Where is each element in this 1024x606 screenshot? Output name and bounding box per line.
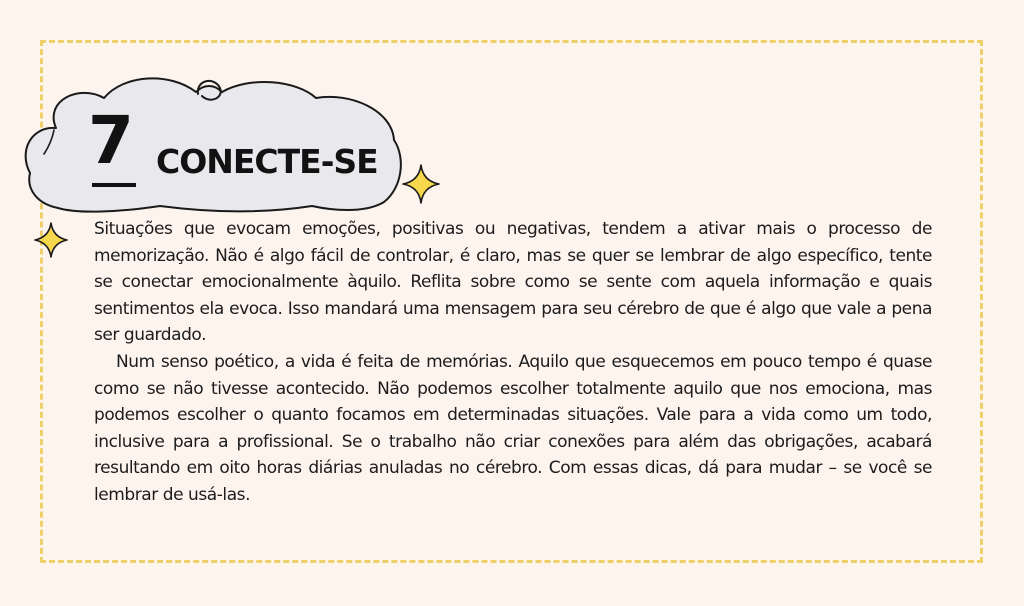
section-number: 7	[88, 102, 134, 179]
paragraph-1: Situações que evocam emoções, positivas ou negativas, tendem a ativar mais o processo de memorização. Não é algo fácil de controlar, é claro, mas se quer se lembrar de algo específico, tente se conectar emocionalmente àquilo. Reflita sobre como se sente com aquela informação e quais sentimentos ela evoca. Isso mandará uma mensagem para seu cérebro de que é algo que vale a pena ser guardado.	[94, 219, 932, 346]
number-underline	[92, 183, 136, 187]
article-body	[94, 216, 932, 509]
sparkle-icon	[402, 164, 440, 204]
paragraph-2: Num senso poético, a vida é feita de memórias. Aquilo que esquecemos em pouco tempo é quase como se não tivesse acontecido. Não podemos escolher totalmente aquilo que nos emociona, mas podemos escolher o quanto focamos em determinadas situações. Vale para a vida como um todo, inclusive para a profissional. Se o trabalho não criar conexões para além das obrigações, acabará resultando em oito horas diárias anuladas no cérebro. Com essas dicas, dá para mudar – se você se lembrar de usá-las.	[94, 351, 932, 505]
sparkle-icon	[34, 222, 68, 258]
section-title: CONECTE-SE	[156, 142, 378, 181]
